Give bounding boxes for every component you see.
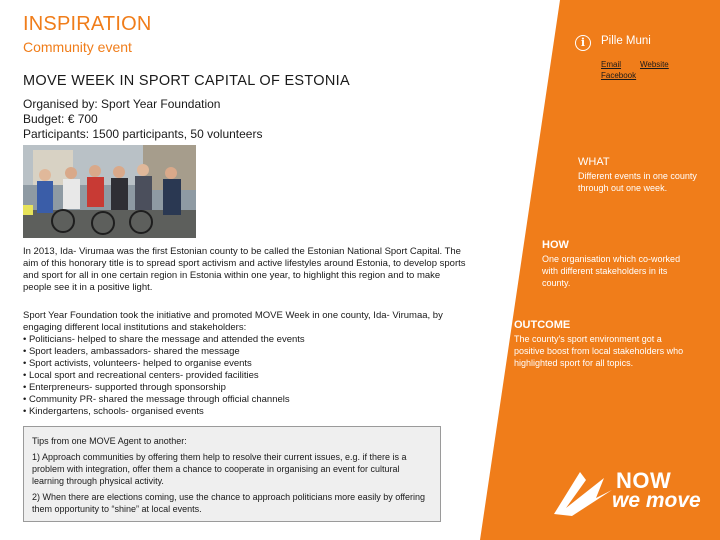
page-subtitle: Community event <box>23 39 132 55</box>
outcome-heading: OUTCOME <box>514 319 571 331</box>
event-headline: MOVE WEEK IN SPORT CAPITAL OF ESTONIA <box>23 73 350 89</box>
what-heading: WHAT <box>578 156 610 168</box>
event-meta <box>23 97 262 142</box>
list-item: • Community PR- shared the message through official channels <box>23 394 290 405</box>
page-title: INSPIRATION <box>23 13 152 35</box>
initiative-text: Sport Year Foundation took the initiative and promoted MOVE Week in one county, Ida- Virumaa, by engaging different local institutions and stakeholders: <box>23 310 443 333</box>
how-heading: HOW <box>542 239 569 251</box>
facebook-link[interactable]: Facebook <box>601 71 637 80</box>
list-item: • Sport leaders, ambassadors- shared the message <box>23 346 240 357</box>
info-icon: i <box>575 35 591 51</box>
outcome-text: The county's sport environment got a positive boost from local stakeholders who highlighted sport for all topics. <box>514 334 684 368</box>
stakeholder-list <box>23 334 468 418</box>
tip-two: 2) When there are elections coming, use the chance to approach politicians more easily by offering them opportunity to “shine” at local events. <box>32 492 426 514</box>
logo-text-we-move: we move <box>612 489 701 512</box>
participants-line: Participants: 1500 participants, 50 volunteers <box>23 127 263 141</box>
list-item: • Local sport and recreational centers- provided facilities <box>23 370 259 381</box>
list-item: • Kindergartens, schools- organised events <box>23 406 204 417</box>
tips-heading: Tips from one MOVE Agent to another: <box>32 436 187 446</box>
budget-line: Budget: € 700 <box>23 112 98 126</box>
tip-one: 1) Approach communities by offering them help to resolve their current issues, e.g. if there is a problem with integration, offer them a chance to cooperate in organising an event for cultural learning through physical activity. <box>32 452 407 486</box>
initiative-paragraph <box>23 310 468 418</box>
contact-name: Pille Muni <box>601 35 651 47</box>
how-text: One organisation which co-worked with different stakeholders in its county. <box>542 254 681 288</box>
event-photo <box>23 145 196 238</box>
email-link[interactable]: Email <box>601 60 622 69</box>
what-text: Different events in one county through out one week. <box>578 171 697 193</box>
list-item: • Sport activists, volunteers- helped to organise events <box>23 358 252 369</box>
logo-text-now: NOW <box>616 468 672 493</box>
organiser-line: Organised by: Sport Year Foundation <box>23 97 221 111</box>
website-link[interactable]: Website <box>640 60 669 69</box>
list-item: • Politicians- helped to share the message and attended the events <box>23 334 305 345</box>
tips-box <box>23 426 441 522</box>
list-item: • Enterpreneurs- supported through sponsorship <box>23 382 226 393</box>
intro-paragraph: In 2013, Ida- Virumaa was the first Estonian county to be called the Estonian National Sport Capital. The aim of this honorary title is to spread sport activism and active lifestyles around Estonia, to develop sports and sport for all in one certain region in Estonia within one year, to highlight this region and to make people see it in a positive light. <box>23 246 466 293</box>
